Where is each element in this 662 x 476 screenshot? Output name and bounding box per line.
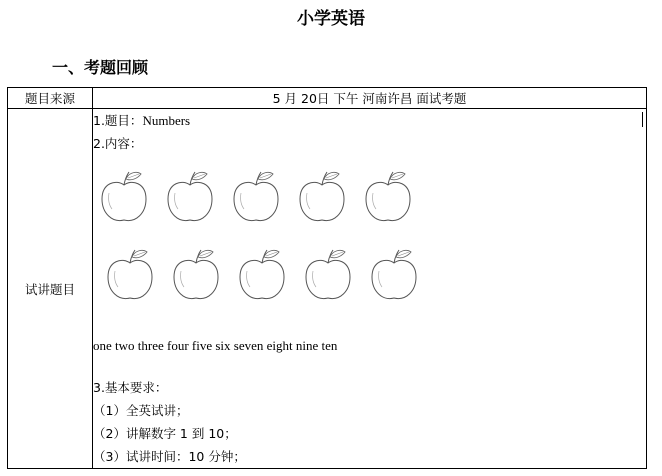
requirement-item: （1）全英试讲； <box>93 403 189 418</box>
requirement-item: （2）讲解数字 1 到 10； <box>93 426 237 441</box>
apple-outline-icon <box>171 247 221 303</box>
apple-illustration <box>93 155 646 327</box>
apple-outline-icon <box>105 247 155 303</box>
source-value: 5 月 20日 下午 河南许昌 面试考题 <box>93 88 647 109</box>
requirements-heading: 3.基本要求： <box>93 380 168 395</box>
source-row <box>8 88 647 109</box>
apple-outline-icon <box>297 169 347 225</box>
apple-outline-icon <box>231 169 281 225</box>
content-label: 试讲题目 <box>8 109 93 469</box>
apple-outline-icon <box>99 169 149 225</box>
content-row <box>8 109 647 469</box>
requirements-list <box>93 399 646 468</box>
topic-prefix: 1.题目： <box>93 113 143 128</box>
text-cursor <box>642 112 643 127</box>
numbers-line: one two three four five six seven eight nine ten <box>93 338 338 353</box>
topic-value: Numbers <box>142 113 191 128</box>
topic-line <box>93 109 646 132</box>
requirement-item: （3）试讲时间：10 分钟； <box>93 449 246 464</box>
document-title: 小学英语 <box>297 9 365 29</box>
content-heading: 2.内容： <box>93 136 143 151</box>
apple-outline-icon <box>165 169 215 225</box>
section-heading: 一、考题回顾 <box>52 58 149 77</box>
question-table <box>7 87 647 469</box>
apple-outline-icon <box>369 247 419 303</box>
content-cell <box>93 109 647 469</box>
apple-outline-icon <box>237 247 287 303</box>
apple-outline-icon <box>303 247 353 303</box>
apple-outline-icon <box>363 169 413 225</box>
source-label: 题目来源 <box>8 88 93 109</box>
